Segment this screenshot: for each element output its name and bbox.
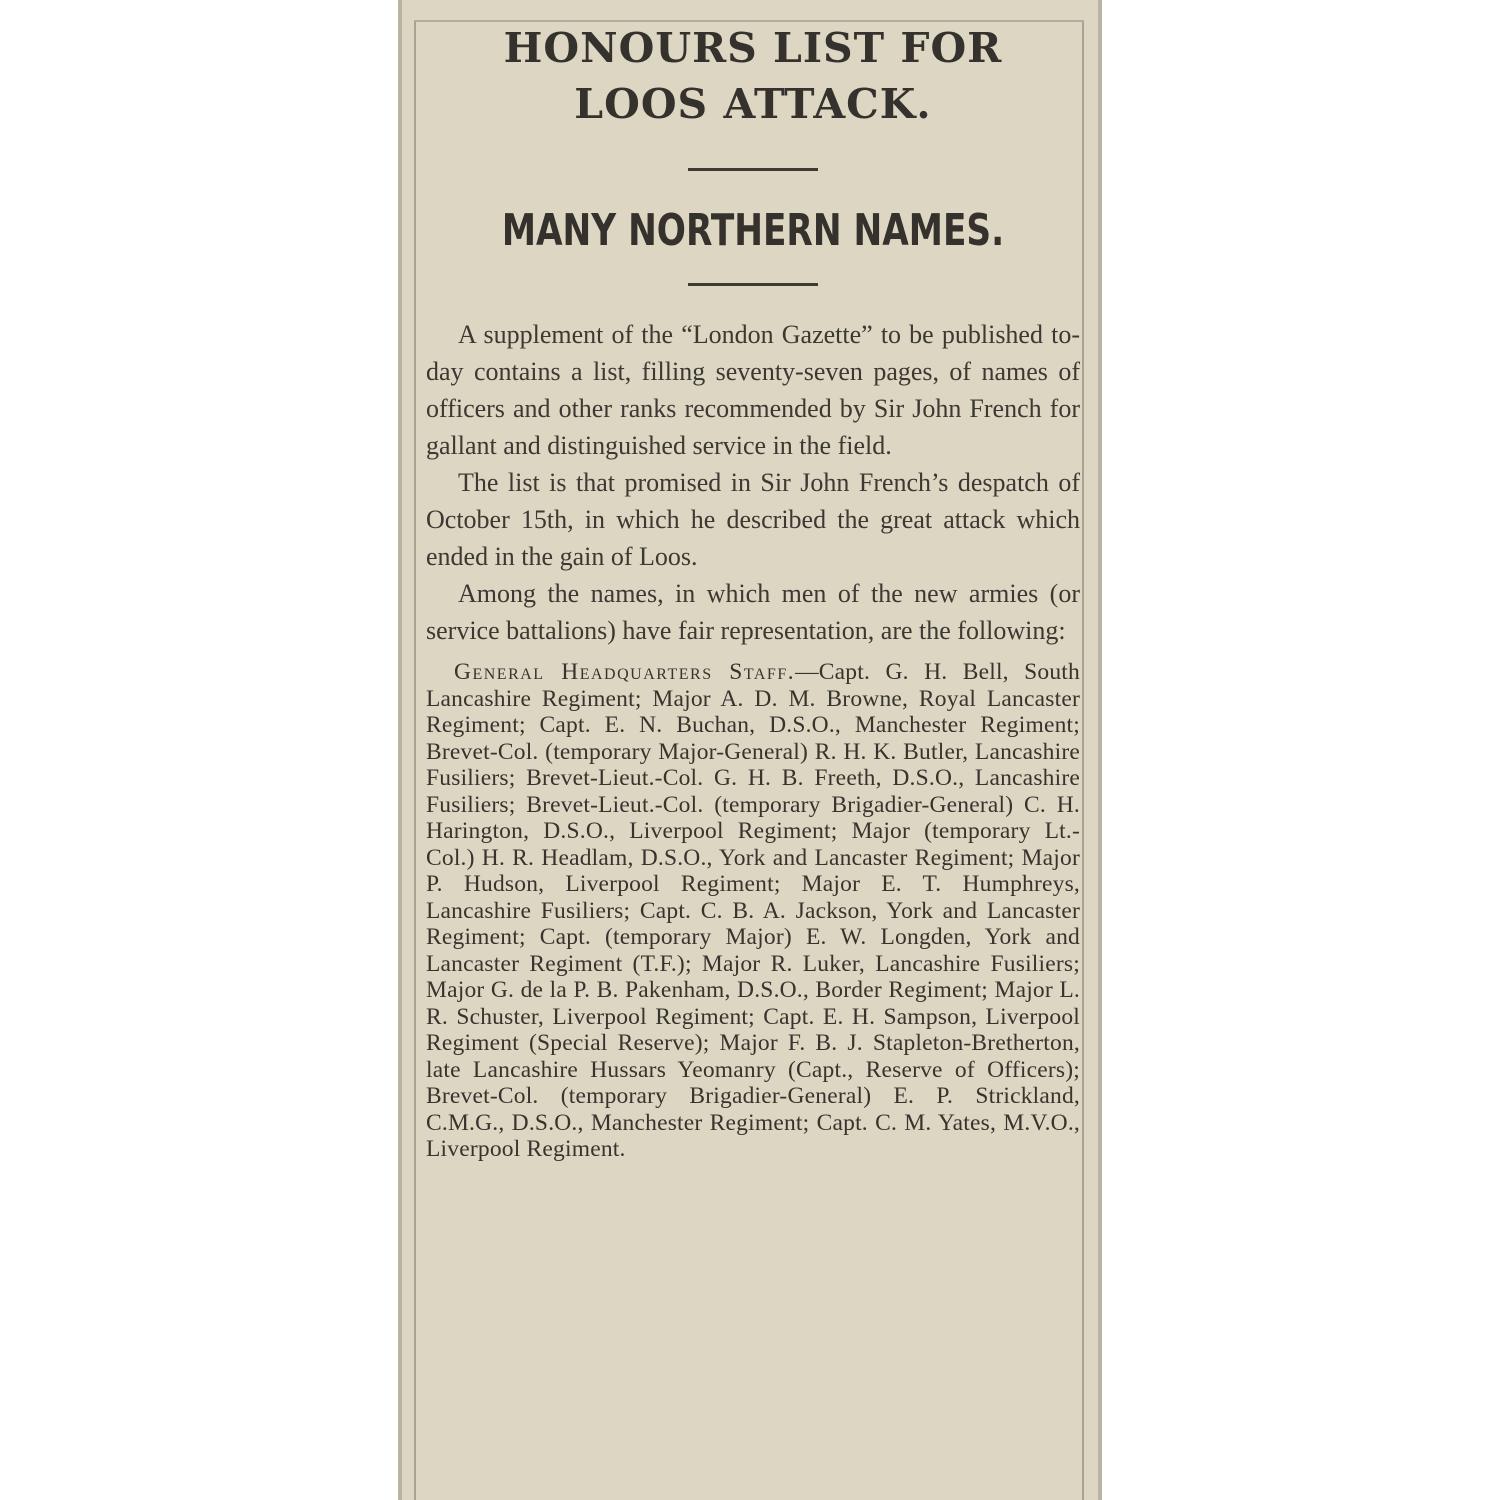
paragraph-among-names: Among the names, in which men of the new armies (or service battalions) have fair representation, are the following: [426, 579, 1080, 645]
column-rule-right [1082, 22, 1084, 1500]
list-heading: General Headquarters Staff. [454, 659, 796, 685]
paragraph-despatch: The list is that promised in Sir John French’s despatch of October 15th, in which he described the great attack which ended in the gain of Loos. [426, 468, 1080, 571]
column-rule-left [414, 22, 416, 1500]
honours-list [426, 659, 1080, 1163]
headline-line-2: LOOS ATTACK. [574, 80, 932, 128]
article [426, 20, 1080, 1163]
paragraph-intro: A supplement of the “London Gazette” to be published to-day contains a list, filling seventy-seven pages, of names of officers and other ranks recommended by Sir John French for gallant and distinguished service in the field. [426, 320, 1080, 460]
subheadline: MANY NORTHERN NAMES. [501, 205, 1005, 256]
headline-divider [688, 168, 818, 171]
headline-line-1: HONOURS LIST FOR [503, 24, 1003, 72]
subheadline-divider [688, 283, 818, 286]
list-text: —Capt. G. H. Bell, South Lancashire Regiment; Major A. D. M. Browne, Royal Lancaster Regiment; Capt. E. N. Buchan, D.S.O., Manchester Regiment; Brevet-Col. (temporary Major-General) R. H. K. Butler, Lancashire Fusiliers; Brevet-Lieut.-Col. G. H. B. Freeth, D.S.O., Lancashire Fusiliers; Brevet-Lieut.-Col. (temporary Brigadier-General) C. H. Harington, D.S.O., Liverpool Regiment; Major (temporary Lt.-Col.) H. R. Headlam, D.S.O., York and Lancaster Regiment; Major P. Hudson, Liverpool Regiment; Major E. T. Humphreys, Lancashire Fusiliers; Capt. C. B. A. Jackson, York and Lancaster Regiment; Capt. (temporary Major) E. W. Longden, York and Lancaster Regiment (T.F.); Major R. Luker, Lancashire Fusiliers; Major G. de la P. B. Pakenham, D.S.O., Border Regiment; Major L. R. Schuster, Liverpool Regiment; Capt. E. H. Sampson, Liverpool Regiment (Special Reserve); Major F. B. J. Stapleton-Bretherton, late Lancashire Hussars Yeomanry (Capt., Reserve of Officers); Brevet-Col. (temporary Brigadier-General) E. P. Strickland, C.M.G., D.S.O., Manchester Regiment; Capt. C. M. Yates, M.V.O., Liverpool Regiment. [426, 659, 1080, 1162]
headline [426, 20, 1080, 132]
newspaper-clipping [398, 0, 1102, 1500]
